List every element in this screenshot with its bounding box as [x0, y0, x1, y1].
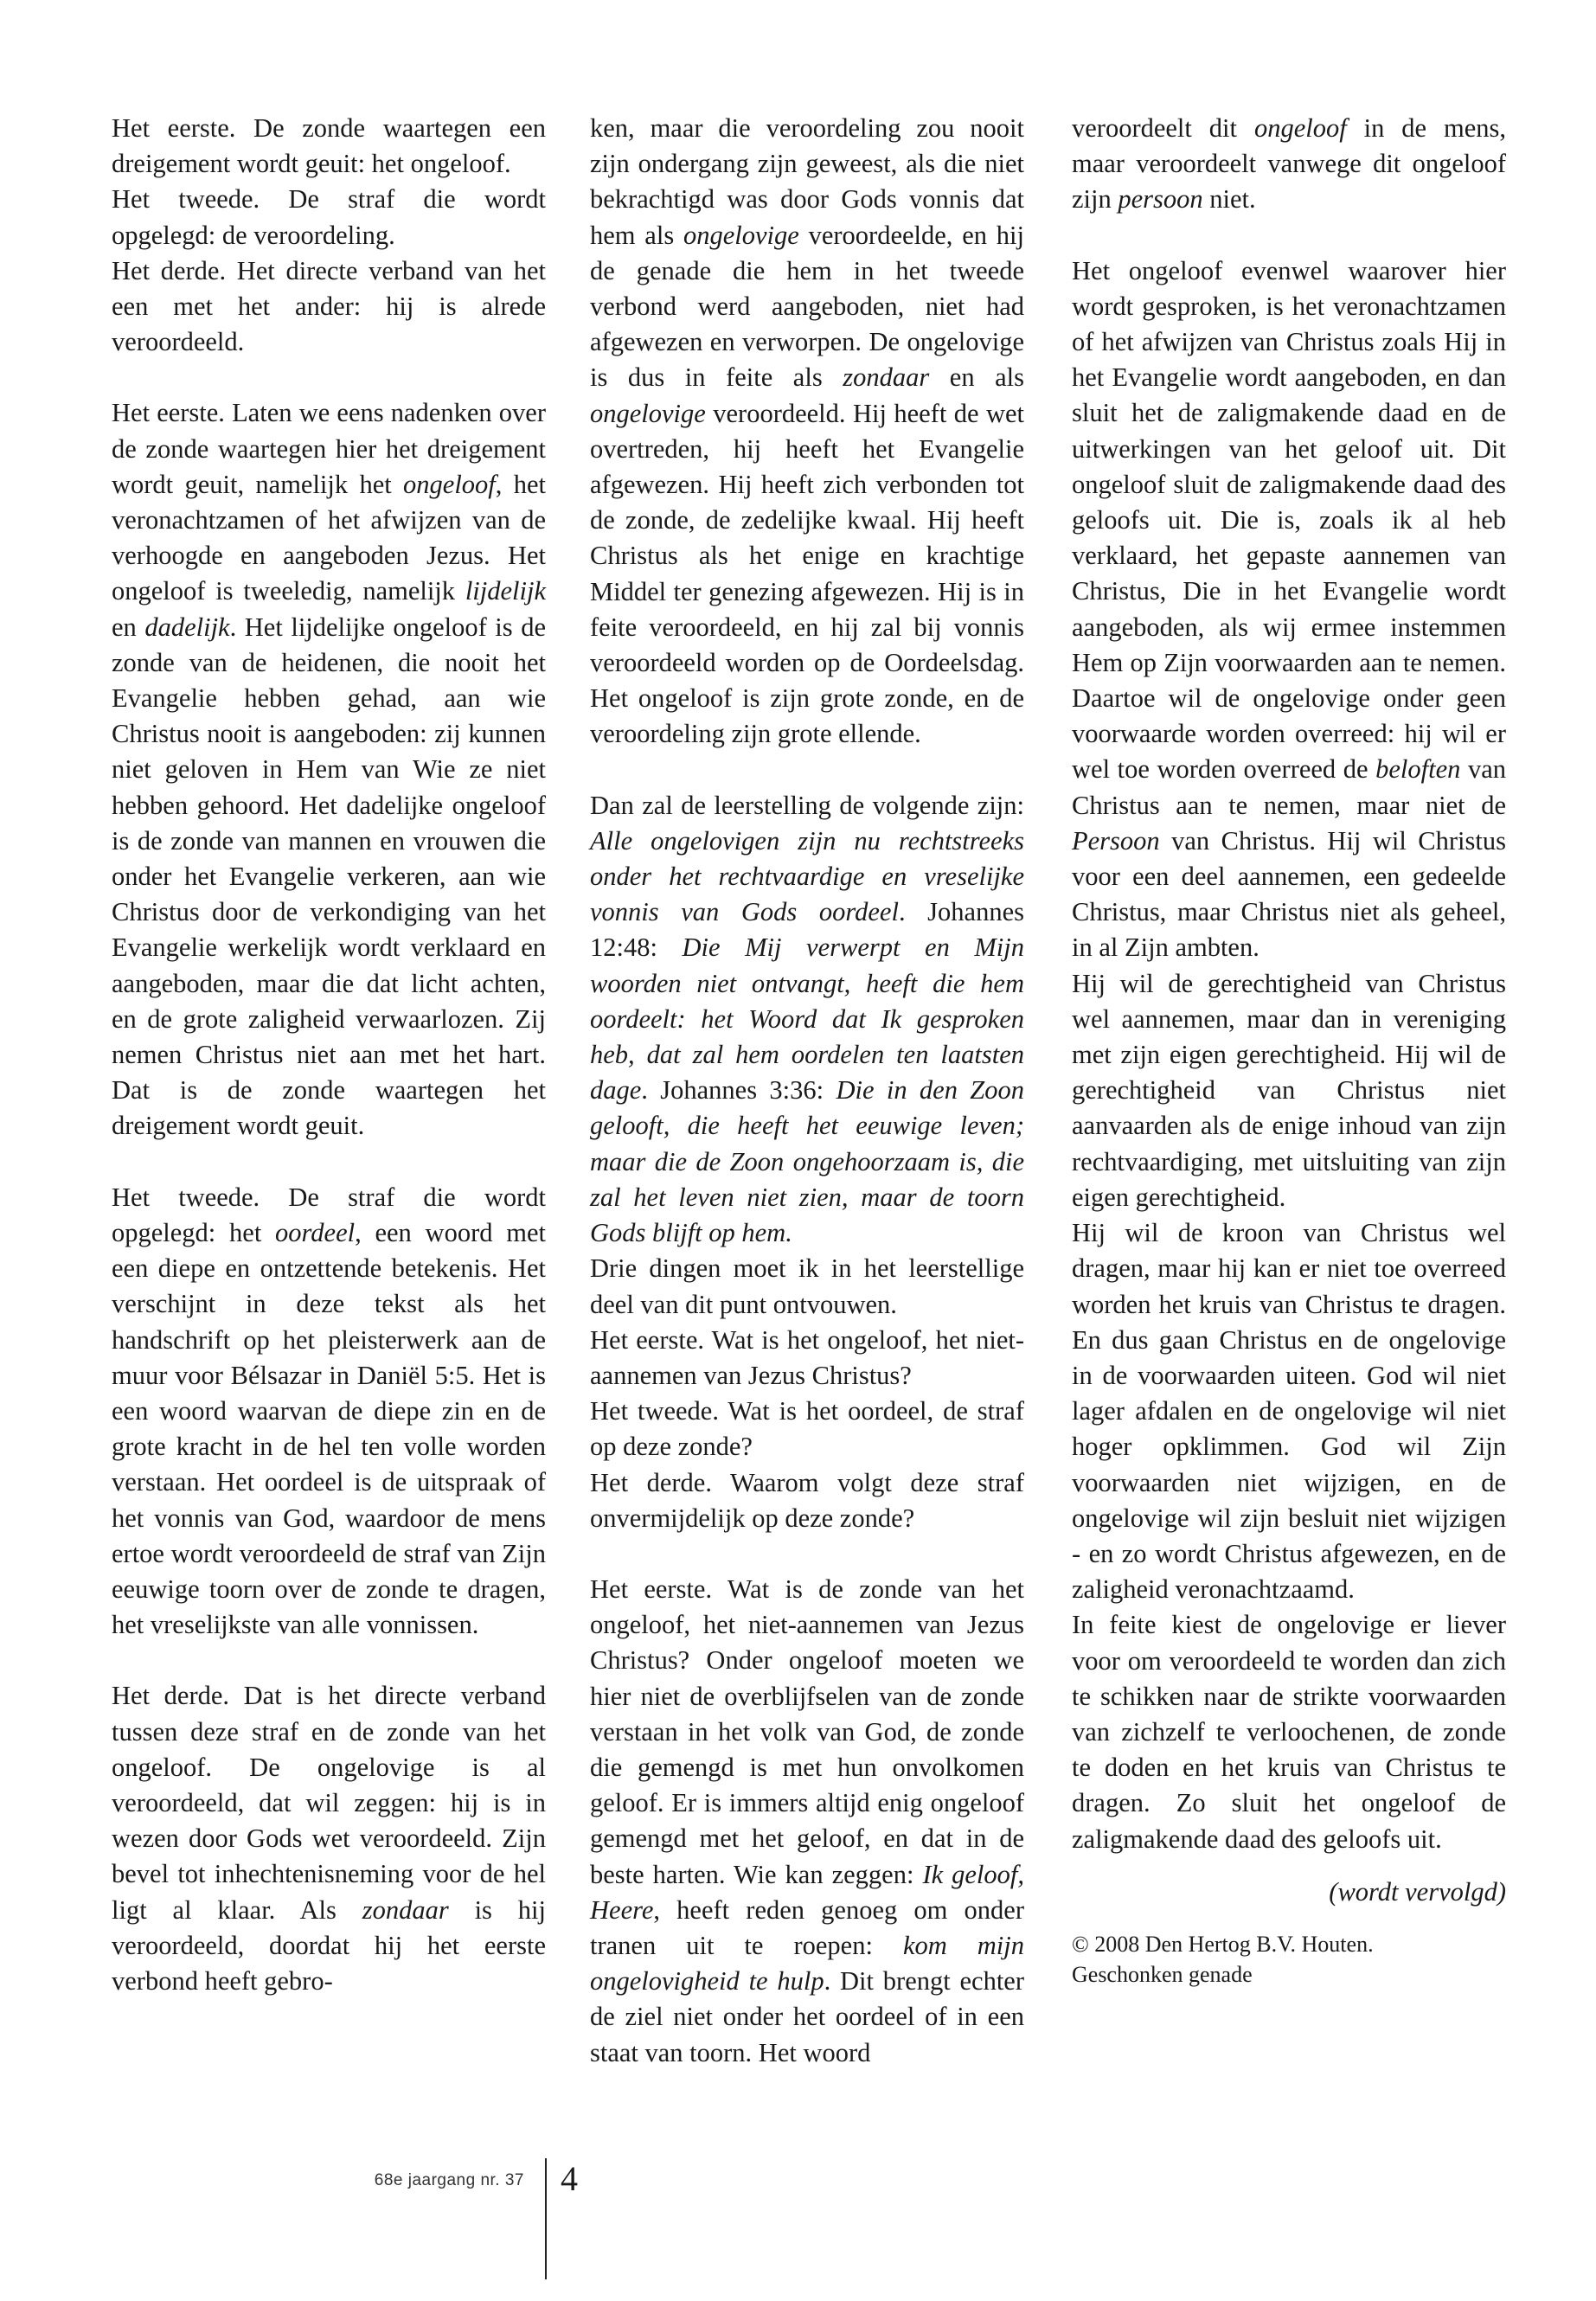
page-number: 4: [561, 2159, 578, 2198]
outline-line: Het derde. Het directe verband van het een met het ander: hij is alrede veroordeeld.: [112, 255, 546, 357]
copyright-notice: [1072, 1929, 1506, 1990]
paragraph-rejecting-christ: Het ongeloof evenwel waarover hier wordt gesproken, is het veronachtzamen of het afwijzen van Christus zoals Hij in het Evangelie wordt aangeboden, en dan sluit het de zaligmakende daad en de uitwerkingen van het geloof uit. Dit ongeloof sluit de zaligmakende daad des geloofs uit. Die is, zoals ik al heb verklaard, het gepaste aannemen van Christus, Die in het Evangelie wordt aangeboden, als wij ermee instemmen Hem op Zijn voorwaarden aan te nemen. Daartoe wil de ongelovige onder geen voorwaarde worden overreed: hij wil er wel toe worden overreed de beloften van Christus aan te nemen, maar niet de Persoon van Christus. Hij wil Christus voor een deel aannemen, een gedeelde Christus, maar Christus niet als geheel, in al Zijn ambten.: [1072, 255, 1506, 963]
outline-line: Drie dingen moet ik in het leerstellige deel van dit punt ontvouwen.: [590, 1253, 1024, 1319]
outline-line: Het eerste. Wat is het ongeloof, het niet-aannemen van Jezus Christus?: [590, 1324, 1024, 1390]
outline-line: Het tweede. Wat is het oordeel, de straf op deze zonde?: [590, 1396, 1024, 1462]
outline-line: Het eerste. De zonde waartegen een dreigement wordt geuit: het ongeloof.: [112, 113, 546, 179]
to-be-continued: (wordt vervolgd): [1329, 1876, 1506, 1907]
text-column-2: [590, 111, 1024, 2071]
paragraph-third-point: Het derde. Dat is het directe verband tussen deze straf en de zonde van het ongeloof. De ongelovige is al veroordeeld, dat wil zeggen: hij is in wezen door Gods wet veroordeeld. Zijn bevel tot inhechtenisneming voor de hel ligt al klaar. Als zondaar is hij veroordeeld, doordat hij het eerste verbond heeft gebro-: [112, 1681, 546, 1996]
issue-label: 68e jaargang nr. 37: [374, 2171, 524, 2189]
copyright-line: © 2008 Den Hertog B.V. Houten.: [1072, 1931, 1374, 1957]
paragraph-continuation: ken, maar die veroordeling zou nooit zijn ondergang zijn geweest, als die niet bekrachtigd was door Gods vonnis dat hem als ongelovige veroordeelde, en hij de genade die hem in het tweede verbond werd aangeboden, niet had afgewezen en verworpen. De ongelovige is dus in feite als zondaar en als ongelovige veroordeeld. Hij heeft de wet overtreden, hij heeft het Evangelie afgewezen. Hij heeft zich verbonden tot de zonde, de zedelijke kwaal. Hij heeft Christus als het enige en krachtige Middel ter genezing afgewezen. Hij is in feite veroordeeld, en hij zal bij vonnis veroordeeld worden op de Oordeelsdag. Het ongeloof is zijn grote zonde, en de veroordeling zijn grote ellende.: [590, 113, 1024, 749]
paragraph-outline-doctrine: [590, 1251, 1024, 1536]
paragraph-continuation: veroordeelt dit ongeloof in de mens, maar veroordeelt vanwege dit ongeloof zijn persoon niet.: [1072, 113, 1506, 215]
paragraph-doctrine: Dan zal de leerstelling de volgende zijn: Alle ongelovigen zijn nu rechtstreeks onder het rechtvaardige en vreselijke vonnis van Gods oordeel. Johannes 12:48: Die Mij verwerpt en Mijn woorden niet ontvangt, heeft die hem oordeelt: het Woord dat Ik gesproken heb, dat zal hem oordelen ten laatsten dage. Johannes 3:36: Die in den Zoon gelooft, die heeft het eeuwige leven; maar die de Zoon ongehoorzaam is, die zal het leven niet zien, maar de toorn Gods blijft op hem.: [590, 790, 1025, 1248]
text-column-1: [112, 111, 546, 1999]
paragraph-conclusion: In feite kiest de ongelovige er liever voor om veroordeeld te worden dan zich te schikken naar de strikte voorwaarden van zichzelf te verloochenen, de zonde te doden en het kruis van Christus te dragen. Zo sluit het ongeloof de zaligmakende daad des geloofs uit.: [1072, 1610, 1506, 1854]
paragraph-righteousness: Hij wil de gerechtigheid van Christus wel aannemen, maar dan in vereniging met zijn eigen gerechtigheid. Hij wil de gerechtigheid van Christus niet aanvaarden als de enige inhoud van zijn rechtvaardiging, met uitsluiting van zijn eigen gerechtigheid.: [1072, 968, 1506, 1212]
source-title: Geschonken genade: [1072, 1961, 1253, 1987]
paragraph-unbelief-defined: Het eerste. Wat is de zonde van het ongeloof, het niet-aannemen van Jezus Christus? Onder ongeloof moeten we hier niet de overblijfselen van de zonde verstaan in het volk van God, de zonde die gemengd is met hun onvolkomen geloof. Er is immers altijd enig ongeloof gemengd met het geloof, en dat in de beste harten. Wie kan zeggen: Ik geloof, Heere, heeft reden genoeg om onder tranen uit te roepen: kom mijn ongelovigheid te hulp. Dit brengt echter de ziel niet onder het oordeel of in een staat van toorn. Het woord: [590, 1574, 1024, 2067]
footer-divider: [545, 2158, 547, 2279]
paragraph-crown-and-cross: Hij wil de kroon van Christus wel dragen, maar hij kan er niet toe overreed worden het kruis van Christus te dragen. En dus gaan Christus en de ongelovige in de voorwaarden uiteen. God wil niet lager afdalen en de ongelovige wil niet hoger opklimmen. God wil Zijn voorwaarden niet wijzigen, en de ongelovige wil zijn besluit niet wijzigen - en zo wordt Christus afgewezen, en de zaligheid veronachtzaamd.: [1072, 1218, 1506, 1605]
outline-line: Het tweede. De straf die wordt opgelegd: de veroordeling.: [112, 184, 546, 250]
text-column-3: [1072, 111, 1506, 1990]
paragraph-first-point: Het eerste. Laten we eens nadenken over de zonde waartegen hier het dreigement wordt geuit, namelijk het ongeloof, het veronachtzamen of het afwijzen van de verhoogde en aangeboden Jezus. Het ongeloof is tweeledig, namelijk lijdelijk en dadelijk. Het lijdelijke ongeloof is de zonde van de heidenen, die nooit het Evangelie hebben gehad, aan wie Christus nooit is aangeboden: zij kunnen niet geloven in Hem van Wie ze niet hebben gehoord. Het dadelijke ongeloof is de zonde van mannen en vrouwen die onder het Evangelie verkeren, aan wie Christus door de verkondiging van het Evangelie werkelijk wordt verklaard en aangeboden, maar die dat licht achten, en de grote zaligheid verwaarlozen. Zij nemen Christus niet aan met het hart. Dat is de zonde waartegen het dreigement wordt geuit.: [112, 398, 547, 1141]
paragraph-outline-intro: [112, 111, 546, 360]
outline-line: Het derde. Waarom volgt deze straf onvermijdelijk op deze zonde?: [590, 1467, 1024, 1533]
paragraph-second-point: Het tweede. De straf die wordt opgelegd: het oordeel, een woord met een diepe en ontzettende betekenis. Het verschijnt in deze tekst als het handschrift op het pleisterwerk aan de muur voor Bélsazar in Daniël 5:5. Het is een woord waarvan de diepe zin en de grote kracht in de hel ten volle worden verstaan. Het oordeel is de uitspraak of het vonnis van God, waardoor de mens ertoe wordt veroordeeld de straf van Zijn eeuwige toorn over de zonde te dragen, het vreselijkste van alle vonnissen.: [112, 1182, 546, 1640]
